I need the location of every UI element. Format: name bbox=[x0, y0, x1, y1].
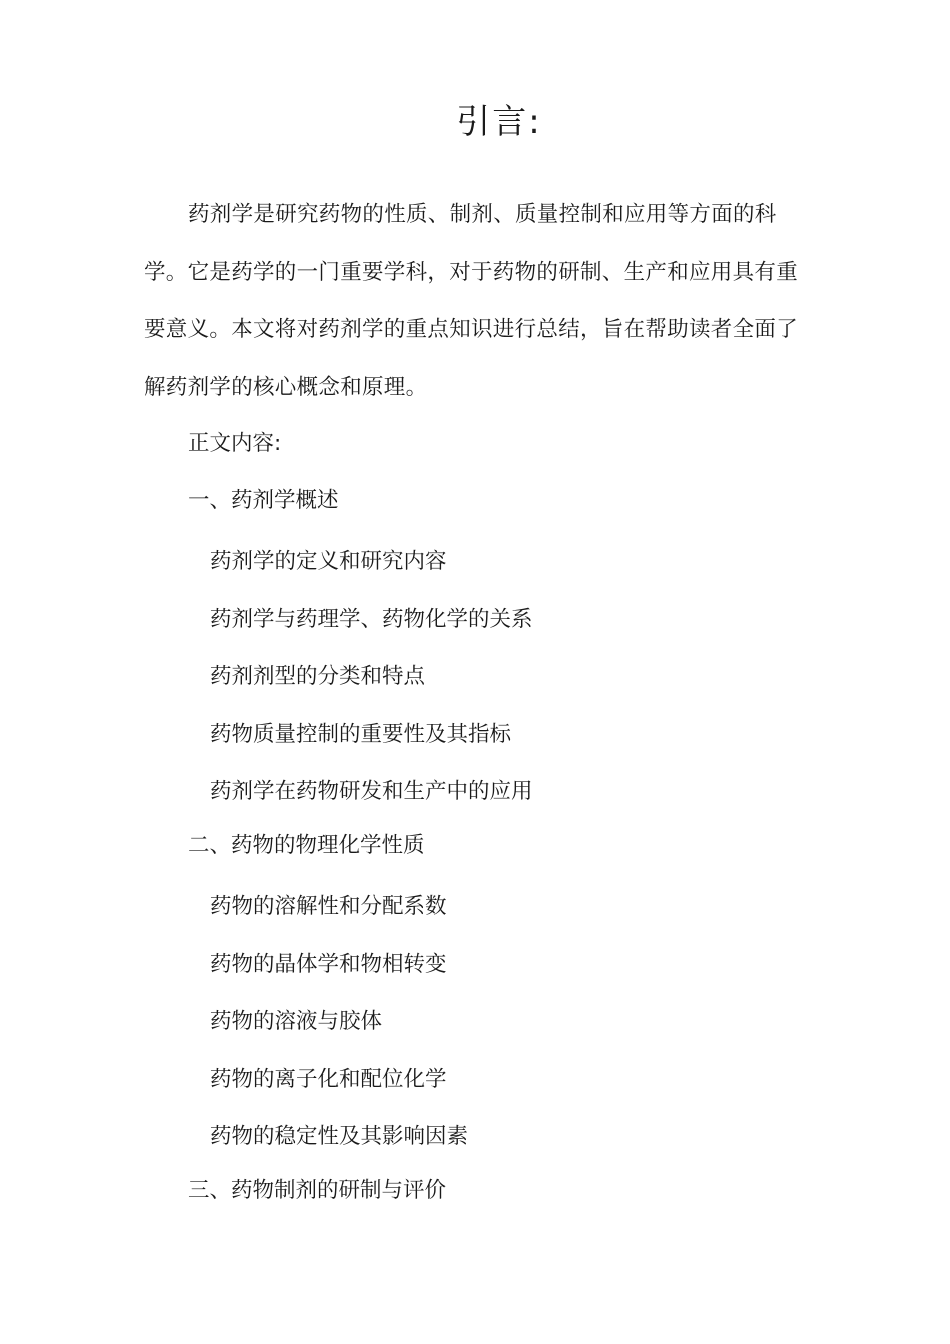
page-title: 引言: bbox=[456, 102, 542, 142]
section-heading-1: 一、药剂学概述 bbox=[188, 488, 339, 513]
list-item: 药剂学与药理学、药物化学的关系 bbox=[210, 607, 533, 632]
intro-paragraph: 药剂学是研究药物的性质、制剂、质量控制和应用等方面的科学。它是药学的一门重要学科，对于药物的研制、生产和应用具有重要意义。本文将对药剂学的重点知识进行总结，旨在帮助读者全面了解药剂学的核心概念和原理。 bbox=[144, 202, 799, 400]
section-heading-2: 二、药物的物理化学性质 bbox=[188, 833, 425, 858]
list-item: 药物的溶解性和分配系数 bbox=[210, 894, 447, 919]
list-item: 药物的离子化和配位化学 bbox=[210, 1067, 447, 1092]
section-heading-3: 三、药物制剂的研制与评价 bbox=[188, 1178, 447, 1203]
list-item: 药物质量控制的重要性及其指标 bbox=[210, 722, 512, 747]
list-item: 药剂剂型的分类和特点 bbox=[210, 664, 426, 689]
body-heading: 正文内容: bbox=[188, 431, 282, 456]
list-item: 药剂学在药物研发和生产中的应用 bbox=[210, 779, 533, 804]
list-item: 药剂学的定义和研究内容 bbox=[210, 549, 447, 574]
list-item: 药物的稳定性及其影响因素 bbox=[210, 1124, 469, 1149]
list-item: 药物的晶体学和物相转变 bbox=[210, 952, 447, 977]
list-item: 药物的溶液与胶体 bbox=[210, 1009, 383, 1034]
